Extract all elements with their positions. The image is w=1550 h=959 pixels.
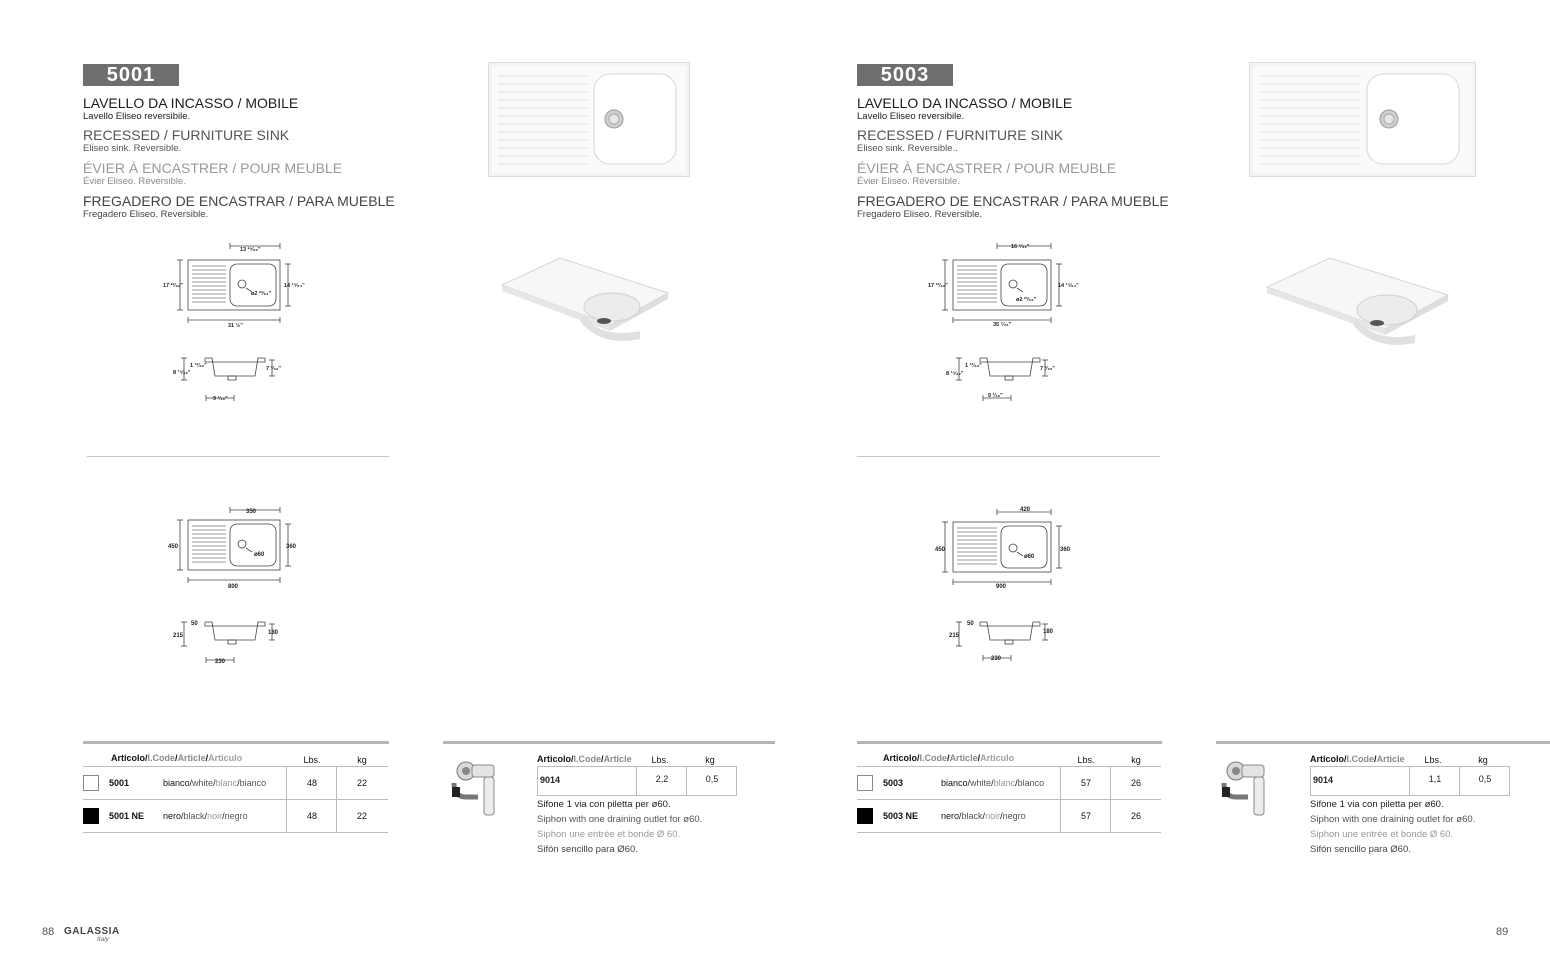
row-lbs: 57 bbox=[1080, 811, 1091, 821]
subtitle-english: Eliseo sink. Reversible. bbox=[83, 143, 182, 154]
product-code-badge: 5003 bbox=[857, 64, 953, 86]
row-color: nero/black/noir/negro bbox=[941, 811, 1026, 821]
accessory-kg: 0,5 bbox=[705, 774, 719, 784]
row-kg: 22 bbox=[356, 778, 367, 788]
dim-drain: ø2 ²³⁄₆₄" bbox=[251, 291, 272, 297]
dim-width: 35 ⁷⁄₁₆" bbox=[993, 322, 1012, 328]
table-header-lbs: Lbs. bbox=[303, 755, 321, 765]
dim-mm-height-right: 360 bbox=[1060, 547, 1071, 553]
title-spanish: FREGADERO DE ENCASTRAR / PARA MUEBLE bbox=[857, 193, 1169, 209]
dim-mm-bowl-width: 230 bbox=[215, 659, 226, 665]
page-number-right: 89 bbox=[1496, 926, 1509, 938]
accessory-lbs: 1,1 bbox=[1428, 774, 1442, 784]
siphon-icon bbox=[1218, 757, 1273, 819]
table-header-kg: kg bbox=[1131, 755, 1141, 765]
dim-mm-width: 900 bbox=[996, 584, 1007, 590]
row-lbs: 48 bbox=[306, 778, 317, 788]
accessory-header-kg: kg bbox=[705, 755, 715, 765]
table-top-rule bbox=[857, 741, 1162, 744]
row-code: 5001 bbox=[109, 778, 130, 788]
row-color: nero/black/noir/negro bbox=[163, 811, 248, 821]
accessory-desc-en: Siphon with one draining outlet for ø60. bbox=[1310, 814, 1476, 825]
dimension-drawing-mm bbox=[160, 500, 310, 670]
accessory-top-rule bbox=[443, 741, 775, 744]
sink-top-photo bbox=[488, 62, 690, 177]
sink-perspective-photo bbox=[500, 255, 670, 350]
table-header-lbs: Lbs. bbox=[1077, 755, 1095, 765]
accessory-header-lbs: Lbs. bbox=[651, 755, 669, 765]
dim-bowl-depth: 7 ³⁄₃₂" bbox=[266, 366, 281, 372]
accessory-header-kg: kg bbox=[1478, 755, 1488, 765]
color-swatch-white bbox=[857, 775, 873, 791]
table-header-code: Articolo/I.Code/Article/Articulo bbox=[883, 753, 1015, 763]
title-french: ÉVIER À ENCASTRER / POUR MEUBLE bbox=[83, 160, 343, 176]
dim-rim: 1 ³¹⁄₃₂" bbox=[190, 363, 207, 369]
subtitle-italian: Lavello Eliseo reversibile. bbox=[857, 111, 965, 122]
row-code: 5001 NE bbox=[109, 811, 145, 821]
dim-mm-depth: 215 bbox=[173, 633, 184, 639]
sink-top-photo bbox=[1249, 62, 1476, 177]
accessory-desc-es: Sifón sencillo para Ø60. bbox=[537, 844, 638, 855]
dim-bowl-depth: 7 ³⁄₃₂" bbox=[1040, 366, 1055, 372]
row-kg: 26 bbox=[1130, 811, 1141, 821]
table-top-rule bbox=[83, 741, 389, 744]
accessory-code: 9014 bbox=[540, 775, 561, 785]
dim-mm-height-left: 450 bbox=[935, 547, 946, 553]
page-number-left: 88 bbox=[42, 926, 55, 938]
row-kg: 26 bbox=[1130, 778, 1141, 788]
dim-mm-bowl-depth: 180 bbox=[268, 630, 279, 636]
accessory-row bbox=[1310, 766, 1510, 796]
color-swatch-white bbox=[83, 775, 99, 791]
accessory-top-rule bbox=[1216, 741, 1550, 744]
table-row bbox=[83, 767, 388, 800]
title-english: RECESSED / FURNITURE SINK bbox=[83, 127, 290, 143]
dim-depth: 8 ¹⁵⁄₃₂" bbox=[946, 371, 964, 377]
dim-rim: 1 ³¹⁄₃₂" bbox=[965, 363, 982, 369]
accessory-row bbox=[537, 766, 737, 796]
row-code: 5003 NE bbox=[883, 811, 919, 821]
dim-mm-height-left: 450 bbox=[168, 544, 179, 550]
dimension-drawing-mm bbox=[925, 500, 1085, 670]
dim-top-width: 13 ²⁹⁄₃₂" bbox=[240, 247, 261, 253]
dim-mm-height-right: 360 bbox=[286, 544, 297, 550]
dimension-drawing-inches bbox=[160, 240, 310, 405]
row-kg: 22 bbox=[356, 811, 367, 821]
dim-drain: ø2 ²³⁄₆₄" bbox=[1016, 297, 1037, 303]
row-lbs: 57 bbox=[1080, 778, 1091, 788]
table-header-kg: kg bbox=[357, 755, 367, 765]
accessory-code: 9014 bbox=[1313, 775, 1334, 785]
title-italian: LAVELLO DA INCASSO / MOBILE bbox=[83, 95, 299, 111]
accessory-desc-it: Sifone 1 via con piletta per ø60. bbox=[1310, 799, 1444, 810]
dim-mm-rim: 50 bbox=[967, 621, 974, 627]
sink-perspective-photo bbox=[1265, 255, 1450, 355]
dim-mm-top-width: 420 bbox=[1020, 507, 1031, 513]
accessory-lbs: 2,2 bbox=[655, 774, 669, 784]
accessory-header-code: Articolo/I.Code/Article bbox=[537, 754, 632, 764]
dim-width: 31 ½" bbox=[228, 323, 243, 329]
dim-bowl-width: 9 ¹⁄₁₆" bbox=[213, 396, 228, 402]
row-color: bianco/white/blanc/blanco bbox=[941, 778, 1045, 788]
subtitle-french: Évier Eliseo. Réversible. bbox=[83, 176, 186, 187]
dim-top-width: 16 ⁷⁄₃₂" bbox=[1011, 244, 1030, 250]
dim-mm-rim: 50 bbox=[191, 621, 198, 627]
dim-mm-bowl-depth: 180 bbox=[1043, 629, 1054, 635]
row-lbs: 48 bbox=[306, 811, 317, 821]
subtitle-spanish: Fregadero Eliseo. Reversible. bbox=[83, 209, 209, 220]
dim-height-left: 17 ²³⁄₃₂" bbox=[163, 283, 183, 289]
row-code: 5003 bbox=[883, 778, 904, 788]
title-french: ÉVIER À ENCASTRER / POUR MEUBLE bbox=[857, 160, 1117, 176]
dim-mm-top-width: 350 bbox=[246, 509, 257, 515]
accessory-desc-en: Siphon with one draining outlet for ø60. bbox=[537, 814, 703, 825]
dim-mm-depth: 215 bbox=[949, 633, 960, 639]
table-row bbox=[857, 800, 1161, 833]
subtitle-spanish: Fregadero Eliseo. Reversible. bbox=[857, 209, 983, 220]
table-row bbox=[857, 767, 1161, 800]
product-code-badge: 5001 bbox=[83, 64, 179, 86]
section-divider bbox=[857, 456, 1160, 457]
title-spanish: FREGADERO DE ENCASTRAR / PARA MUEBLE bbox=[83, 193, 395, 209]
accessory-header-lbs: Lbs. bbox=[1424, 755, 1442, 765]
dim-height-right: 14 ¹⁵⁄₆₄" bbox=[284, 283, 305, 289]
title-italian: LAVELLO DA INCASSO / MOBILE bbox=[857, 95, 1073, 111]
dim-mm-drain: ø60 bbox=[1024, 554, 1035, 560]
dim-height-left: 17 ²³⁄₃₂" bbox=[928, 283, 948, 289]
dim-height-right: 14 ¹⁵⁄₆₄" bbox=[1058, 283, 1079, 289]
table-header-code: Articolo/I.Code/Article/Articulo bbox=[111, 753, 243, 763]
title-english: RECESSED / FURNITURE SINK bbox=[857, 127, 1064, 143]
dim-mm-bowl-width: 230 bbox=[991, 656, 1002, 662]
color-swatch-black bbox=[857, 808, 873, 824]
accessory-desc-fr: Siphon une entrée et bonde Ø 60. bbox=[1310, 829, 1454, 840]
accessory-header-code: Articolo/I.Code/Article bbox=[1310, 754, 1405, 764]
subtitle-italian: Lavello Eliseo reversibile. bbox=[83, 111, 191, 122]
accessory-desc-it: Sifone 1 via con piletta per ø60. bbox=[537, 799, 671, 810]
brand-subtitle: Italy bbox=[97, 936, 109, 943]
accessory-desc-es: Sifón sencillo para Ø60. bbox=[1310, 844, 1411, 855]
dimension-drawing-inches bbox=[925, 238, 1085, 403]
subtitle-english: Eliseo sink. Reversible.. bbox=[857, 143, 958, 154]
dim-bowl-width: 9 ¹⁄₁₆" bbox=[988, 393, 1003, 399]
table-row bbox=[83, 800, 388, 833]
section-divider bbox=[87, 456, 389, 457]
dim-mm-drain: ø60 bbox=[254, 552, 265, 558]
brand-logo: GALASSIA bbox=[64, 926, 120, 937]
row-color: bianco/white/blanc/bianco bbox=[163, 778, 267, 788]
dim-mm-width: 800 bbox=[228, 584, 239, 590]
subtitle-french: Évier Eliseo. Réversible. bbox=[857, 176, 960, 187]
accessory-desc-fr: Siphon une entrée et bonde Ø 60. bbox=[537, 829, 681, 840]
color-swatch-black bbox=[83, 808, 99, 824]
dim-depth: 8 ¹⁵⁄₃₂" bbox=[173, 370, 191, 376]
accessory-kg: 0,5 bbox=[1478, 774, 1492, 784]
siphon-icon bbox=[448, 757, 503, 819]
